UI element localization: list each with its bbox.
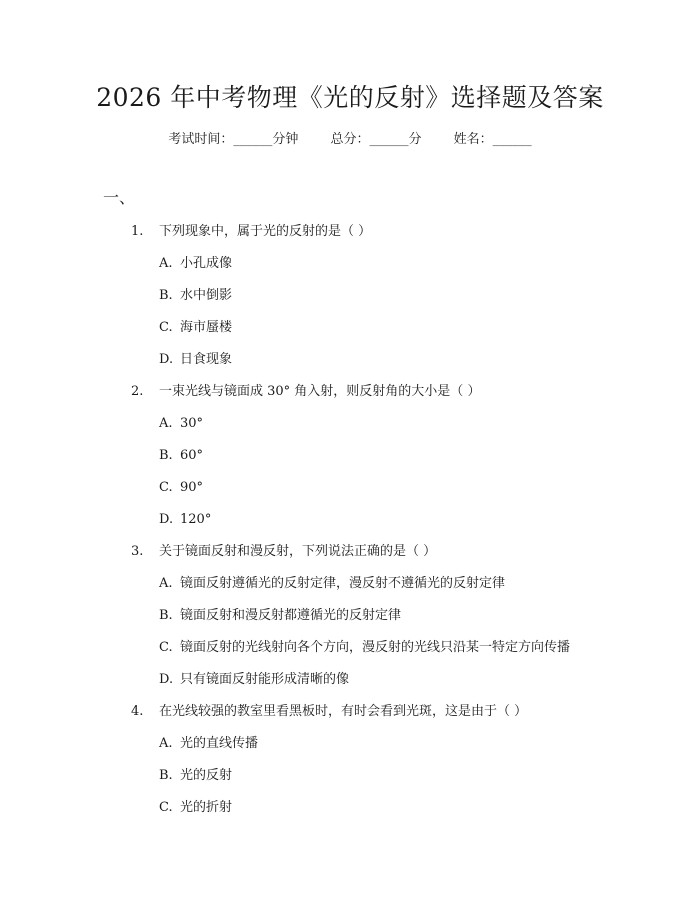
option-letter: C. — [159, 480, 173, 495]
student-name-field: 姓名：______ — [453, 132, 532, 147]
option-text: 只有镜面反射能形成清晰的像 — [180, 672, 350, 687]
option-letter: C. — [159, 640, 173, 655]
question-number: 2. — [131, 384, 144, 399]
option-text: 水中倒影 — [180, 288, 233, 303]
option-2a — [0, 414, 700, 446]
question-number: 3. — [131, 544, 144, 559]
question-text: 一束光线与镜面成 30° 角入射，则反射角的大小是（ ） — [159, 384, 481, 399]
option-letter: A. — [159, 256, 173, 271]
option-text: 小孔成像 — [180, 256, 233, 271]
total-score-field: 总分：______分 — [330, 132, 422, 147]
option-text: 120° — [180, 512, 212, 527]
option-1b — [0, 286, 700, 318]
option-text: 镜面反射和漫反射都遵循光的反射定律 — [180, 608, 402, 623]
option-text: 30° — [180, 416, 204, 431]
exam-time-field: 考试时间：______分钟 — [168, 132, 299, 147]
question-number: 1. — [131, 224, 144, 239]
question-1 — [0, 222, 700, 254]
option-4a — [0, 734, 700, 766]
option-text: 60° — [180, 448, 204, 463]
option-text: 镜面反射遵循光的反射定律，漫反射不遵循光的反射定律 — [180, 576, 506, 591]
question-4 — [0, 702, 700, 734]
option-letter: B. — [159, 608, 173, 623]
option-4b — [0, 766, 700, 798]
option-1a — [0, 254, 700, 286]
option-text: 90° — [180, 480, 204, 495]
option-text: 海市蜃楼 — [180, 320, 233, 335]
option-text: 日食现象 — [180, 352, 233, 367]
option-2d — [0, 510, 700, 542]
option-4c — [0, 798, 700, 830]
option-text: 光的反射 — [180, 768, 233, 783]
question-list — [0, 222, 700, 830]
option-letter: D. — [159, 672, 174, 687]
option-text: 镜面反射的光线射向各个方向，漫反射的光线只沿某一特定方向传播 — [180, 640, 571, 655]
option-letter: B. — [159, 288, 173, 303]
question-number: 4. — [131, 704, 144, 719]
option-letter: B. — [159, 448, 173, 463]
question-text: 在光线较强的教室里看黑板时，有时会看到光斑，这是由于（ ） — [159, 704, 528, 719]
question-text: 关于镜面反射和漫反射，下列说法正确的是（ ） — [159, 544, 437, 559]
question-3 — [0, 542, 700, 574]
option-3d — [0, 670, 700, 702]
question-text: 下列现象中，属于光的反射的是（ ） — [159, 224, 372, 239]
option-letter: C. — [159, 320, 173, 335]
option-letter: D. — [159, 512, 174, 527]
option-text: 光的直线传播 — [180, 736, 259, 751]
option-3a — [0, 574, 700, 606]
question-2 — [0, 382, 700, 414]
option-letter: A. — [159, 416, 173, 431]
option-letter: A. — [159, 576, 173, 591]
option-1d — [0, 350, 700, 382]
option-letter: D. — [159, 352, 174, 367]
option-text: 光的折射 — [180, 800, 233, 815]
option-1c — [0, 318, 700, 350]
exam-info — [0, 131, 700, 149]
option-2c — [0, 478, 700, 510]
option-2b — [0, 446, 700, 478]
page-title: 2026 年中考物理《光的反射》选择题及答案 — [96, 83, 604, 112]
section-heading: 一、 — [103, 188, 136, 207]
option-letter: B. — [159, 768, 173, 783]
option-letter: C. — [159, 800, 173, 815]
option-3c — [0, 638, 700, 670]
option-letter: A. — [159, 736, 173, 751]
option-3b — [0, 606, 700, 638]
